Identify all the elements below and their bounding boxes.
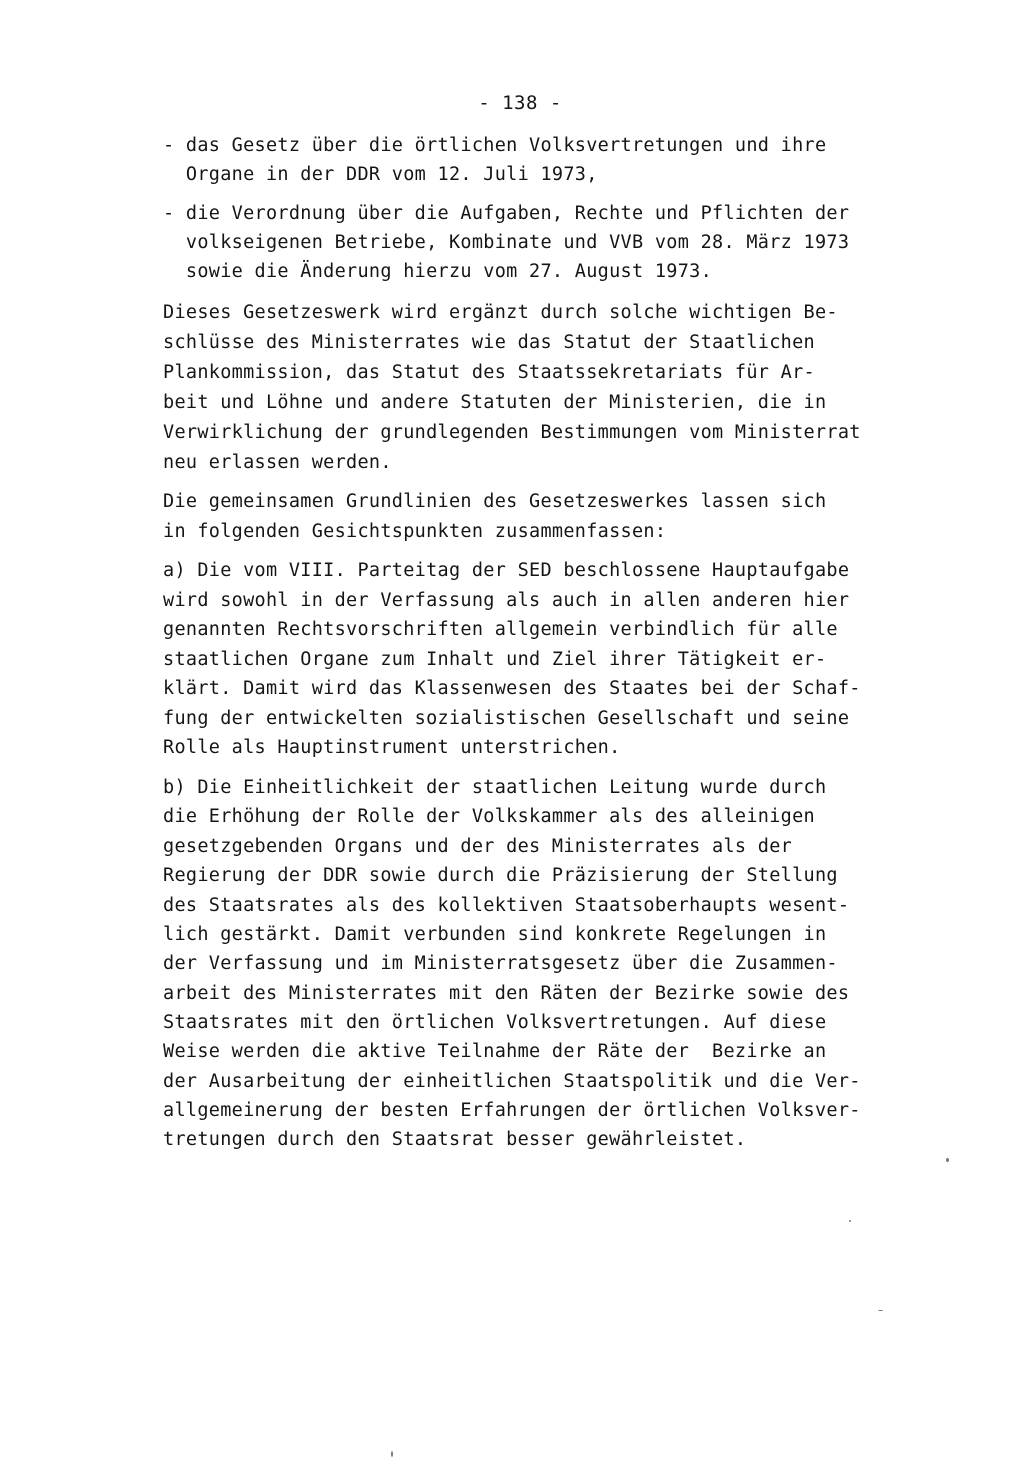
paragraph-line: fung der entwickelten sozialistischen Gesellschaft und seine — [163, 708, 850, 729]
paragraph-line: Die gemeinsamen Grundlinien des Gesetzeswerkes lassen sich — [163, 491, 827, 512]
paragraph-line: klärt. Damit wird das Klassenwesen des Staates bei der Schaf- — [163, 678, 861, 699]
scan-speck — [878, 1310, 883, 1311]
paragraph-line: Verwirklichung der grundlegenden Bestimmungen vom Ministerrat — [163, 422, 861, 443]
paragraph-line: lich gestärkt. Damit verbunden sind konkrete Regelungen in — [163, 924, 827, 945]
bullet-line: Organe in der DDR vom 12. Juli 1973, — [163, 164, 598, 185]
paragraph-line: b) Die Einheitlichkeit der staatlichen Leitung wurde durch — [163, 777, 827, 798]
paragraph-line: genannten Rechtsvorschriften allgemein verbindlich für alle — [163, 619, 838, 640]
bullet-line: - die Verordnung über die Aufgaben, Rechte und Pflichten der — [163, 203, 850, 224]
paragraph-line: staatlichen Organe zum Inhalt und Ziel ihrer Tätigkeit er- — [163, 649, 827, 670]
scan-speck — [391, 1451, 393, 1457]
paragraph-line: arbeit des Ministerrates mit den Räten der Bezirke sowie des — [163, 983, 850, 1004]
paragraph-line: allgemeinerung der besten Erfahrungen der örtlichen Volksver- — [163, 1100, 861, 1121]
bullet-line: - das Gesetz über die örtlichen Volksvertretungen und ihre — [163, 135, 827, 156]
paragraph-line: Plankommission, das Statut des Staatssekretariats für Ar- — [163, 362, 815, 383]
bullet-line: sowie die Änderung hierzu vom 27. August 1973. — [163, 261, 713, 282]
paragraph-line: tretungen durch den Staatsrat besser gewährleistet. — [163, 1129, 747, 1150]
paragraph-line: a) Die vom VIII. Parteitag der SED beschlossene Hauptaufgabe — [163, 560, 850, 581]
page-number: - 138 - — [478, 92, 562, 114]
paragraph-line: Dieses Gesetzeswerk wird ergänzt durch solche wichtigen Be- — [163, 302, 838, 323]
paragraph-line: Rolle als Hauptinstrument unterstrichen. — [163, 737, 621, 758]
paragraph-line: Regierung der DDR sowie durch die Präzisierung der Stellung — [163, 865, 838, 886]
paragraph-line: Staatsrates mit den örtlichen Volksvertretungen. Auf diese — [163, 1012, 827, 1033]
paragraph-line: Weise werden die aktive Teilnahme der Räte der Bezirke an — [163, 1041, 827, 1062]
paragraph-line: des Staatsrates als des kollektiven Staatsoberhaupts wesent- — [163, 895, 850, 916]
paragraph-line: beit und Löhne und andere Statuten der Ministerien, die in — [163, 392, 827, 413]
scan-speck — [946, 1158, 949, 1162]
paragraph-line: schlüsse des Ministerrates wie das Statut der Staatlichen — [163, 332, 815, 353]
bullet-line: volkseigenen Betriebe, Kombinate und VVB vom 28. März 1973 — [163, 232, 850, 253]
paragraph-line: wird sowohl in der Verfassung als auch in allen anderen hier — [163, 590, 850, 611]
paragraph-line: in folgenden Gesichtspunkten zusammenfassen: — [163, 521, 667, 542]
paragraph-line: die Erhöhung der Rolle der Volkskammer als des alleinigen — [163, 806, 815, 827]
paragraph-line: neu erlassen werden. — [163, 452, 392, 473]
scan-speck — [849, 1220, 851, 1222]
paragraph-line: gesetzgebenden Organs und der des Ministerrates als der — [163, 836, 793, 857]
paragraph-line: der Ausarbeitung der einheitlichen Staatspolitik und die Ver- — [163, 1071, 861, 1092]
paragraph-line: der Verfassung und im Ministerratsgesetz über die Zusammen- — [163, 953, 838, 974]
